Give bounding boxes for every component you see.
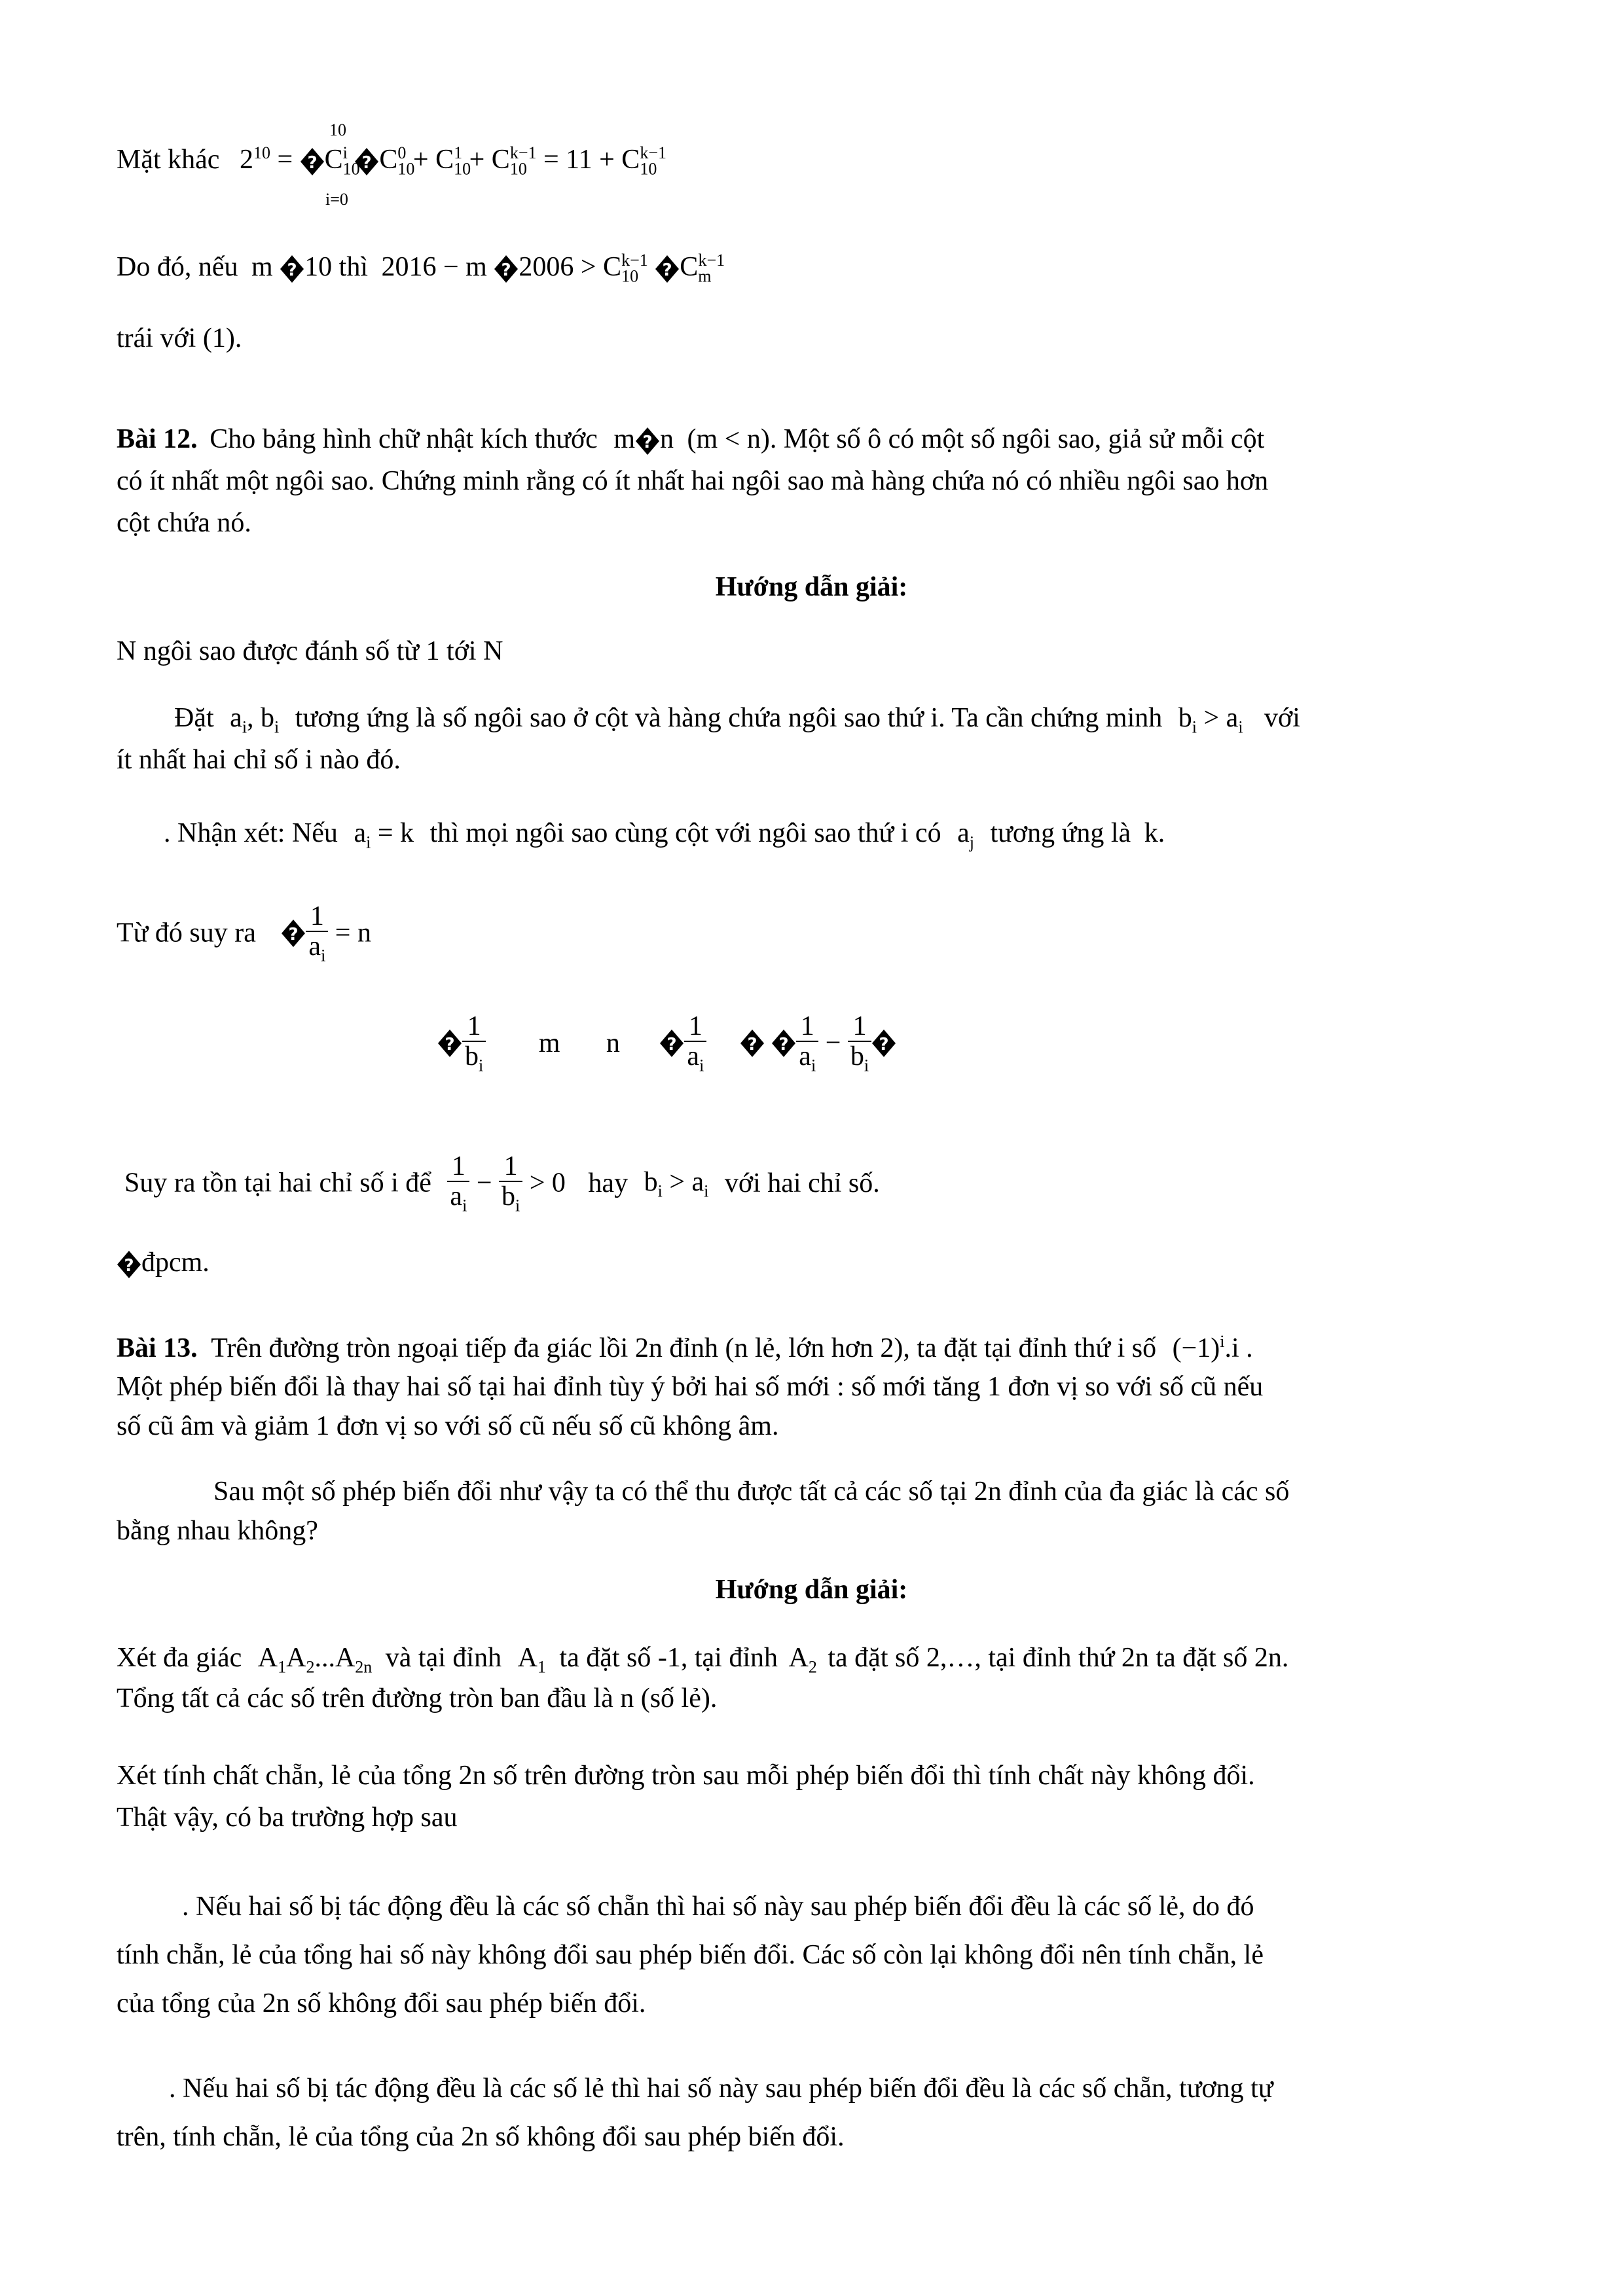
equation-line-mat-khac: Mặt khác $2^{10}$ = $C_{10}^i$ $C_{10}^0 + C_{10}^1 + C_{10}^{k-1} = 11 + C_{10}^{k-1}$ xyxy=(117,143,666,179)
sum-upper-limit: 10 xyxy=(329,120,346,139)
paragraph-dat-cont: ít nhất hai chỉ số i nào đó. xyxy=(117,745,401,775)
case-1-line2: tính chẵn, lẻ của tổng hai số này không đổi sau phép biến đổi. Các số còn lại không đổi nên tính chẵn, lẻ xyxy=(117,1940,1264,1970)
replacement-char-icon xyxy=(659,1029,684,1058)
fraction-1-over-ai: $\frac{1}{a_i}$ xyxy=(306,902,328,965)
bai13-line1: Bài 13. Trên đường tròn ngoại tiếp đa giác lồi 2n đỉnh (n lẻ, lớn hơn 2), ta đặt tại đỉnh thứ i số $(-1)^i.i$ . xyxy=(117,1332,1253,1363)
replacement-char-icon xyxy=(655,255,680,283)
huong-dan-giai-heading-1: Hướng dẫn giải: xyxy=(715,572,908,602)
bai12-line3: cột chứa nó. xyxy=(117,508,251,538)
bai13-line5: bằng nhau không? xyxy=(117,1516,318,1546)
equation-tail: = $11 + C_{10}^{k-1}$ xyxy=(543,143,666,179)
replacement-char-icon xyxy=(280,255,304,283)
bai13-line4: Sau một số phép biến đổi như vậy ta có thể thu được tất cả các số tại 2n đỉnh của đa giác là các số xyxy=(213,1477,1290,1507)
display-equation-sum: $\frac{1}{b_i}$ m n $\frac{1}{a_i}$ $\frac{1}{a_i}$ − $\frac{1}{b_i}$ xyxy=(437,1012,896,1075)
replacement-char-icon xyxy=(871,1029,896,1058)
bai12-line1: Bài 12. Cho bảng hình chữ nhật kích thước m n (m < n). Một số ô có một số ngôi sao, giả sử mỗi cột xyxy=(117,423,1264,456)
bai13-line2: Một phép biến đổi là thay hai số tại hai đỉnh tùy ý bởi hai số mới : số mới tăng 1 đơn vị so với số cũ nếu xyxy=(117,1372,1264,1402)
bai12-line2: có ít nhất một ngôi sao. Chứng minh rằng có ít nhất hai ngôi sao mà hàng chứa nó có nhiều ngôi sao hơn xyxy=(117,466,1269,496)
case-1-line3: của tổng của 2n số không đổi sau phép biến đổi. xyxy=(117,1988,646,2018)
replacement-char-icon xyxy=(354,147,379,176)
case-2-line1: . Nếu hai số bị tác động đều là các số lẻ thì hai số này sau phép biến đổi đều là các số chẵn, tương tự xyxy=(169,2073,1273,2104)
two-pow: $2^{10}$ xyxy=(239,143,270,175)
bai12-label: Bài 12. xyxy=(117,424,198,454)
case-2-line2: trên, tính chẵn, lẻ của tổng của 2n số không đổi sau phép biến đổi. xyxy=(117,2122,845,2152)
huong-dan-giai-heading-2: Hướng dẫn giải: xyxy=(715,1575,908,1605)
replacement-char-icon xyxy=(494,255,519,283)
replacement-char-icon xyxy=(300,147,325,176)
replacement-char-icon xyxy=(437,1029,462,1058)
replacement-char-icon xyxy=(635,427,660,456)
replacement-char-icon xyxy=(771,1029,796,1058)
paragraph-xet-da-giac: Xét đa giác $A_1A_2...A_{2n}$ và tại đỉnh $A_1$ ta đặt số -1, tại đỉnh $A_2$ ta đặt số 2,…, tại đỉnh thứ 2n ta đặt số 2n. xyxy=(117,1643,1289,1677)
replacement-char-icon xyxy=(117,1250,141,1279)
bai13-line3: số cũ âm và giảm 1 đơn vị so với số cũ nếu số cũ không âm. xyxy=(117,1411,779,1441)
equals-sign: = xyxy=(277,145,300,175)
paragraph-that-vay: Thật vậy, có ba trường hợp sau xyxy=(117,1803,458,1833)
paragraph-nhan-xet: . Nhận xét: Nếu $a_i = k$ thì mọi ngôi sao cùng cột với ngôi sao thứ i có $a_j$ tương ứng là k. xyxy=(164,818,1165,852)
case-1-line1: . Nếu hai số bị tác động đều là các số chẵn thì hai số này sau phép biến đổi đều là các số lẻ, do đó xyxy=(182,1892,1254,1922)
dpcm-line: đpcm. xyxy=(117,1246,210,1279)
do-do-text: Do đó, nếu xyxy=(117,252,238,282)
equation-line-do-do: Do đó, nếu m 10 thì 2016 − m $2006 > C_{10}^{k-1}$ $C_m^{k-1}$ xyxy=(117,251,725,286)
binom-c: $C_{10}^i$ xyxy=(324,143,360,179)
paragraph-tong-ban-dau: Tổng tất cả các số trên đường tròn ban đầu là n (số lẻ). xyxy=(117,1683,718,1713)
paragraph-dat: Đặt $a_i$, $b_i$ tương ứng là số ngôi sao ở cột và hàng chứa ngôi sao thứ i. Ta cần chứng minh $b_i > a_i$ với xyxy=(174,703,1300,737)
trai-voi-line: trái với (1). xyxy=(117,323,242,353)
paragraph-n-ngoi-sao: N ngôi sao được đánh số từ 1 tới N xyxy=(117,636,503,666)
bai13-label: Bài 13. xyxy=(117,1333,198,1363)
paragraph-suy-ra: Suy ra tồn tại hai chỉ số i để $\frac{1}{a_i}$ − $\frac{1}{b_i}$ > 0 hay $b_i > a_i$ với hai chỉ số. xyxy=(124,1151,880,1215)
mat-khac-text: Mặt khác xyxy=(117,145,220,175)
paragraph-tu-do: Từ đó suy ra $\frac{1}{a_i}$ = n xyxy=(117,901,371,965)
replacement-char-icon xyxy=(281,919,306,948)
replacement-char-icon xyxy=(740,1029,765,1058)
sum-lower-limit: i=0 xyxy=(325,190,348,209)
paragraph-xet-tinh-chat: Xét tính chất chẵn, lẻ của tổng 2n số trên đường tròn sau mỗi phép biến đổi thì tính chất này không đổi. xyxy=(117,1761,1255,1791)
